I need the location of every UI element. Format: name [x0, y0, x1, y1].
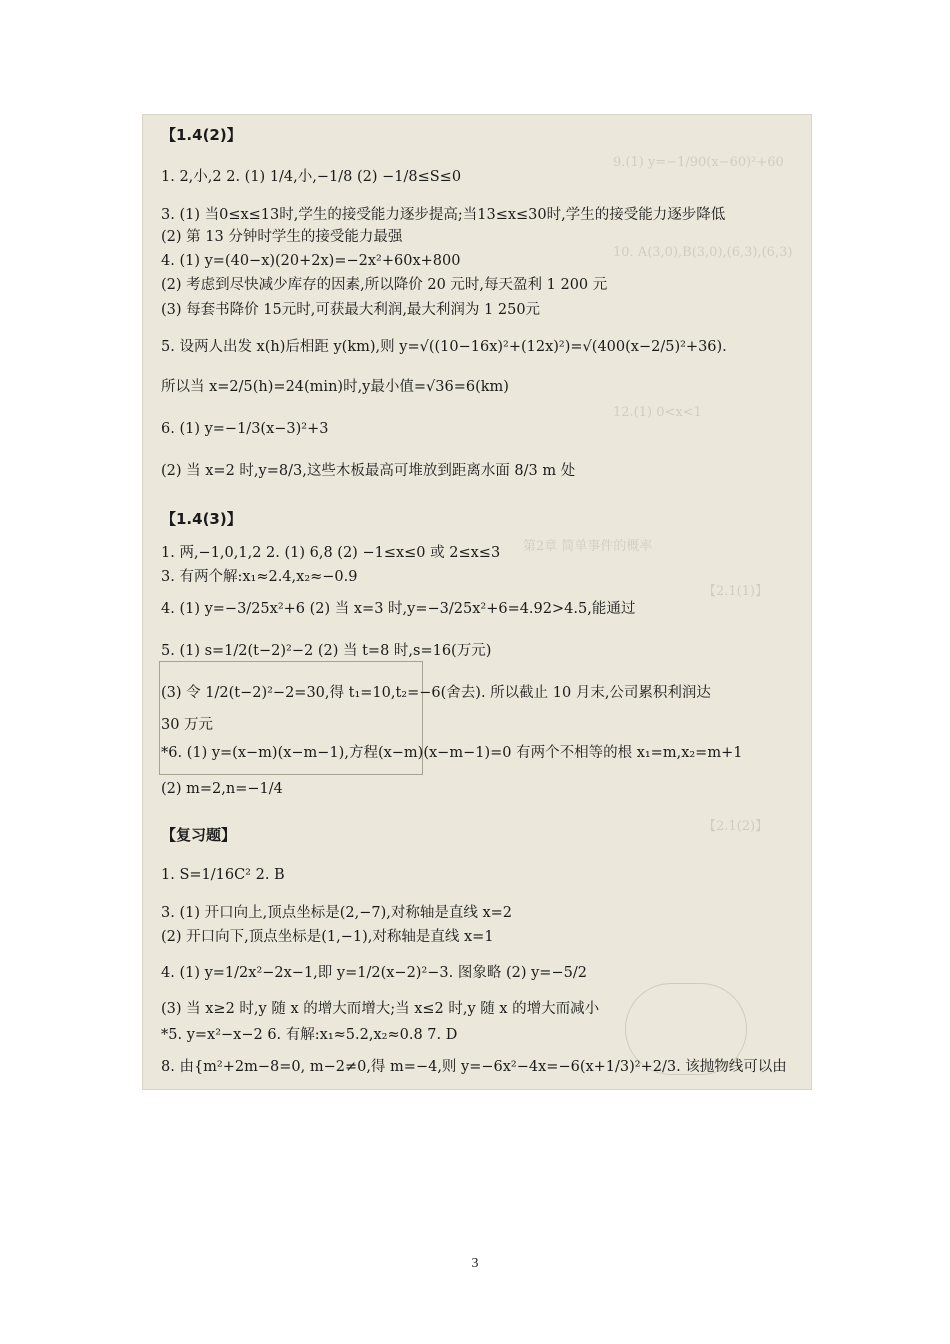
answer-line: 1. 两,−1,0,1,2 2. (1) 6,8 (2) −1≤x≤0 或 2≤x≤3 — [161, 545, 501, 561]
answer-line: 30 万元 — [161, 717, 214, 733]
answer-line: 3. (1) 开口向上,顶点坐标是(2,−7),对称轴是直线 x=2 — [161, 905, 512, 921]
answer-line: (3) 令 1/2(t−2)²−2=30,得 t₁=10,t₂=−6(舍去). 所以截止 10 月末,公司累积利润达 — [161, 685, 711, 701]
answer-line: 8. 由{m²+2m−8=0, m−2≠0,得 m=−4,则 y=−6x²−4x=−6(x+1/3)²+2/3. 该抛物线可以由 — [161, 1059, 787, 1075]
answer-line: (3) 每套书降价 15元时,可获最大利润,最大利润为 1 250元 — [161, 302, 541, 318]
answer-line: *6. (1) y=(x−m)(x−m−1),方程(x−m)(x−m−1)=0 有两个不相等的根 x₁=m,x₂=m+1 — [161, 745, 743, 761]
answer-line: 1. S=1/16C² 2. B — [161, 867, 285, 883]
bleed-through-text: 10. A(3,0),B(3,0),(6,3),(6,3) — [613, 245, 793, 260]
answer-line: 4. (1) y=1/2x²−2x−1,即 y=1/2(x−2)²−3. 图象略 (2) y=−5/2 — [161, 965, 587, 981]
scanned-page — [142, 114, 812, 1090]
answer-line: (2) 开口向下,顶点坐标是(1,−1),对称轴是直线 x=1 — [161, 929, 494, 945]
section-heading: 【1.4(3)】 — [161, 510, 242, 528]
answer-line: 5. 设两人出发 x(h)后相距 y(km),则 y=√((10−16x)²+(12x)²)=√(400(x−2/5)²+36). — [161, 339, 727, 355]
bleed-through-text: 第2章 简单事件的概率 — [523, 539, 653, 554]
answer-line: 3. (1) 当0≤x≤13时,学生的接受能力逐步提高;当13≤x≤30时,学生的接受能力逐步降低 — [161, 207, 726, 223]
answer-line: (2) m=2,n=−1/4 — [161, 781, 283, 797]
section-heading: 【1.4(2)】 — [161, 126, 242, 144]
bleed-through-text: 【2.1(2)】 — [703, 819, 769, 834]
answer-line: 5. (1) s=1/2(t−2)²−2 (2) 当 t=8 时,s=16(万元) — [161, 643, 492, 659]
answer-line: 1. 2,小,2 2. (1) 1/4,小,−1/8 (2) −1/8≤S≤0 — [161, 169, 462, 185]
bleed-through-text: 12.(1) 0<x<1 — [613, 405, 702, 420]
bleed-through-text: 9.(1) y=−1/90(x−60)²+60 — [613, 155, 784, 170]
answer-line: (3) 当 x≥2 时,y 随 x 的增大而增大;当 x≤2 时,y 随 x 的增大而减小 — [161, 1001, 600, 1017]
answer-line: (2) 第 13 分钟时学生的接受能力最强 — [161, 229, 403, 245]
section-heading: 【复习题】 — [161, 826, 237, 844]
answer-line: *5. y=x²−x−2 6. 有解:x₁≈5.2,x₂≈0.8 7. D — [161, 1027, 458, 1043]
bleed-through-text: 【2.1(1)】 — [703, 584, 769, 599]
answer-line: (2) 考虑到尽快减少库存的因素,所以降价 20 元时,每天盈利 1 200 元 — [161, 277, 608, 293]
answer-line: 4. (1) y=−3/25x²+6 (2) 当 x=3 时,y=−3/25x²+6=4.92>4.5,能通过 — [161, 601, 636, 617]
answer-line: 4. (1) y=(40−x)(20+2x)=−2x²+60x+800 — [161, 253, 461, 269]
answer-line: 3. 有两个解:x₁≈2.4,x₂≈−0.9 — [161, 569, 358, 585]
answer-line: 所以当 x=2/5(h)=24(min)时,y最小值=√36=6(km) — [161, 379, 509, 395]
page-number: 3 — [471, 1256, 479, 1271]
answer-line: (2) 当 x=2 时,y=8/3,这些木板最高可堆放到距离水面 8/3 m 处 — [161, 463, 576, 479]
answer-line: 6. (1) y=−1/3(x−3)²+3 — [161, 421, 329, 437]
